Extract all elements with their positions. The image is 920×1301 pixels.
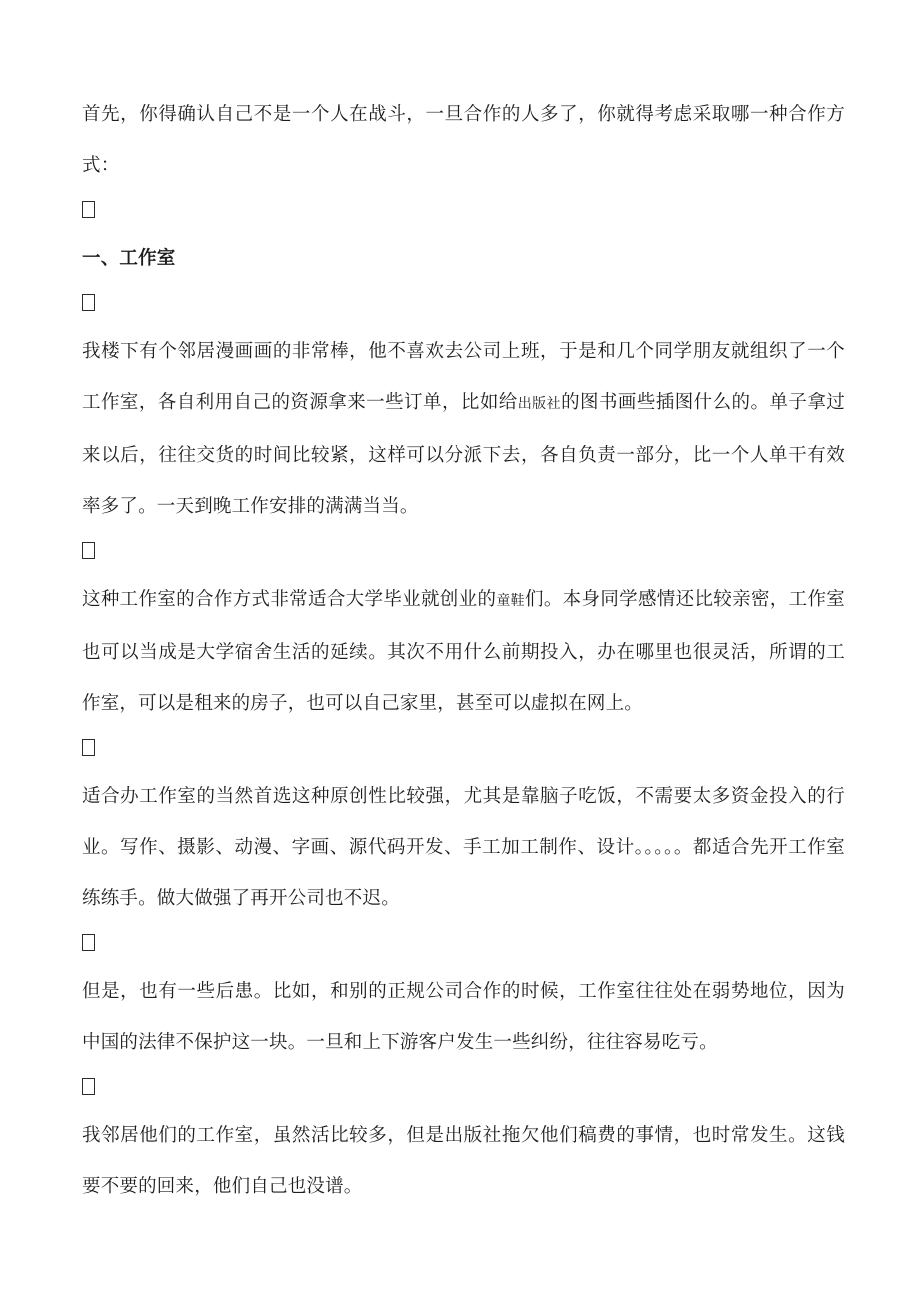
text-run: 我楼下有个邻居漫画画的非常棒，他不喜欢去公司上班，于是和几个同学朋友就组织了一个工作室，各自利用自己的资源拿来一些订单，比如给	[82, 340, 845, 412]
empty-line	[82, 531, 845, 573]
small-text-run: 童鞋	[496, 592, 525, 608]
missing-glyph-box	[82, 201, 95, 218]
text-run: 我邻居他们的工作室，虽然活比较多，但是出版社拖欠他们稿费的事情，也时常发生。这钱要不要的回来，他们自己也没谱。	[82, 1124, 845, 1196]
missing-glyph-box	[82, 739, 95, 756]
text-run: 们。本身同学感情还比较亲密，工作室也可以当成是大学宿舍生活的延续。其次不用什么前期投入，办在哪里也很灵活，所谓的工作室，可以是租来的房子，也可以自己家里，甚至可以虚拟在网上。	[82, 588, 845, 713]
paragraph	[82, 1109, 845, 1211]
missing-glyph-box	[82, 542, 95, 559]
text-run: 但是，也有一些后患。比如，和别的正规公司合作的时候，工作室往往处在弱势地位，因为中国的法律不保护这一块。一旦和上下游客户发生一些纠纷，往往容易吃亏。	[82, 980, 845, 1052]
paragraph	[82, 965, 845, 1067]
missing-glyph-box	[82, 294, 95, 311]
missing-glyph-box	[82, 1078, 95, 1095]
text-run: 这种工作室的合作方式非常适合大学毕业就创业的	[82, 588, 497, 609]
text-run: 首先，你得确认自己不是一个人在战斗，一旦合作的人多了，你就得考虑采取哪一种合作方式：	[82, 103, 845, 175]
text-run: 一、工作室	[82, 247, 176, 268]
paragraph	[82, 325, 845, 531]
empty-line	[82, 190, 845, 232]
paragraph	[82, 770, 845, 923]
paragraph	[82, 573, 845, 728]
empty-line	[82, 1067, 845, 1109]
small-text-run: 出版社	[517, 395, 562, 411]
missing-glyph-box	[82, 934, 95, 951]
empty-line	[82, 728, 845, 770]
section-heading	[82, 232, 845, 283]
text-run: 的图书画些插图什么的。单子拿过来以后，往往交货的时间比较紧，这样可以分派下去，各自负责一部分，比一个人单干有效率多了。一天到晚工作安排的满满当当。	[82, 391, 845, 516]
empty-line	[82, 283, 845, 325]
paragraph	[82, 88, 845, 190]
empty-line	[82, 923, 845, 965]
text-run: 适合办工作室的当然首选这种原创性比较强，尤其是靠脑子吃饭，不需要太多资金投入的行业。写作、摄影、动漫、字画、源代码开发、手工加工制作、设计。。。。。都适合先开工作室练练手。做大做强了再开公司也不迟。	[82, 785, 845, 908]
